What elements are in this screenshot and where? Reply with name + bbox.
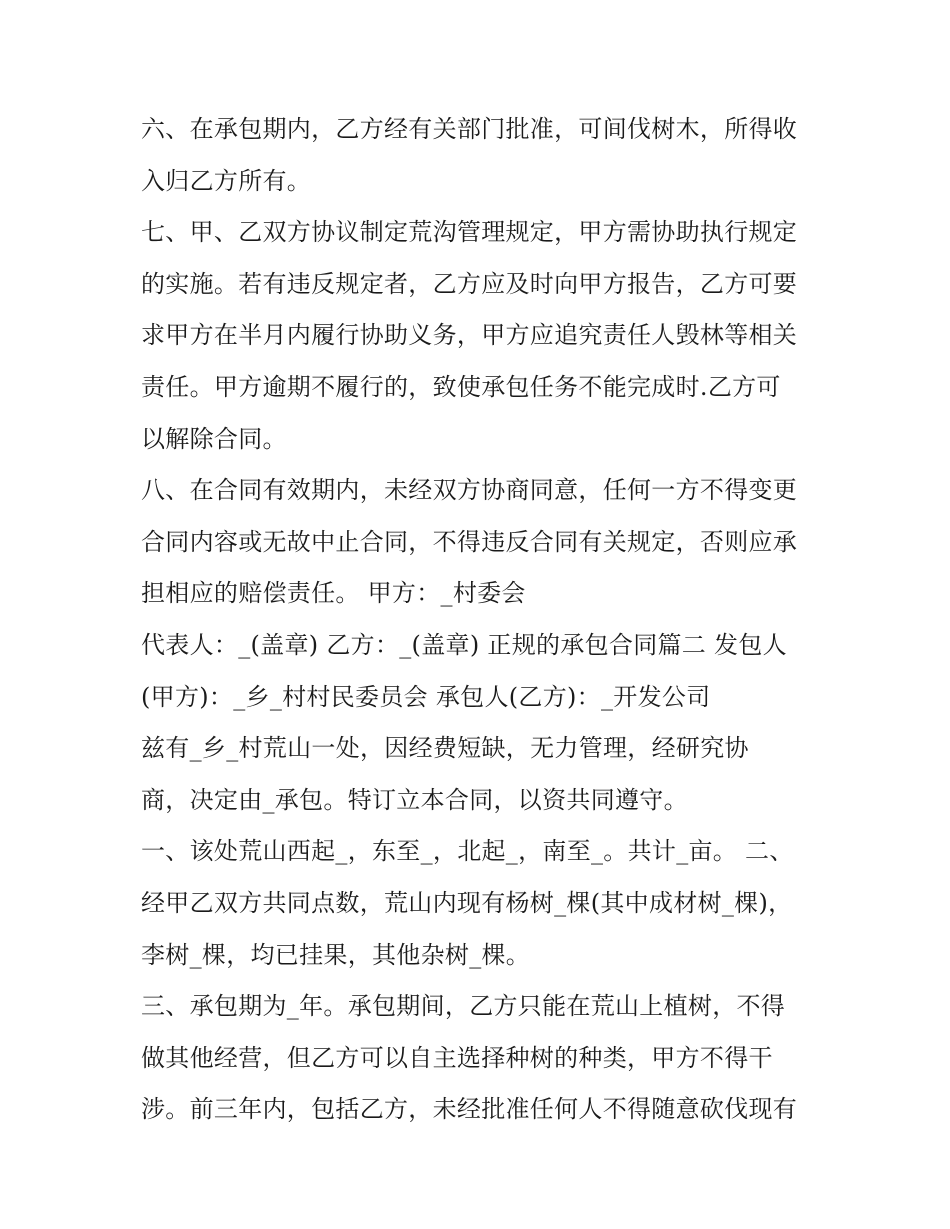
text-line: 求甲方在半月内履行协助义务，甲方应追究责任人毁林等相关	[141, 321, 798, 350]
text-line: 做其他经营，但乙方可以自主选择种树的种类，甲方不得干	[141, 1043, 773, 1072]
text-line: 责任。甲方逾期不履行的，致使承包任务不能完成时.乙方可	[141, 372, 781, 401]
text-line: 的实施。若有违反规定者，乙方应及时向甲方报告，乙方可要	[141, 269, 798, 298]
text-line: 七、甲、乙双方协议制定荒沟管理规定，甲方需协助执行规定	[141, 218, 798, 247]
text-line: 一、该处荒山西起_，东至_，北起_，南至_。共计_亩。 二、	[141, 837, 794, 866]
text-line: 李树_棵，均已挂果，其他杂树_棵。	[141, 940, 531, 969]
text-line: 三、承包期为_年。承包期间，乙方只能在荒山上植树，不得	[141, 992, 786, 1021]
text-line: 涉。前三年内，包括乙方，未经批准任何人不得随意砍伐现有	[141, 1095, 798, 1124]
text-line: 兹有_乡_村荒山一处，因经费短缺，无力管理，经研究协	[141, 734, 749, 763]
text-line: 八、在合同有效期内，未经双方协商同意，任何一方不得变更	[141, 476, 798, 505]
text-line: 经甲乙双方共同点数，荒山内现有杨树_棵(其中成材树_棵)，	[141, 888, 793, 917]
text-line: 合同内容或无故中止合同，不得违反合同有关规定，否则应承	[141, 527, 798, 556]
text-line: 担相应的赔偿责任。 甲方：_村委会	[141, 579, 526, 608]
text-line: 六、在承包期内，乙方经有关部门批准，可间伐树木，所得收	[141, 115, 798, 143]
text-line: (甲方)：_乡_村村民委员会 承包人(乙方)：_开发公司	[141, 682, 711, 711]
contract-body-text	[141, 104, 821, 1136]
text-line: 入归乙方所有。	[141, 166, 312, 195]
text-line: 以解除合同。	[141, 424, 287, 453]
text-line: 商，决定由_承包。特订立本合同，以资共同遵守。	[141, 785, 688, 814]
text-line: 代表人：_(盖章) 乙方：_(盖章) 正规的承包合同篇二 发包人	[141, 630, 787, 659]
